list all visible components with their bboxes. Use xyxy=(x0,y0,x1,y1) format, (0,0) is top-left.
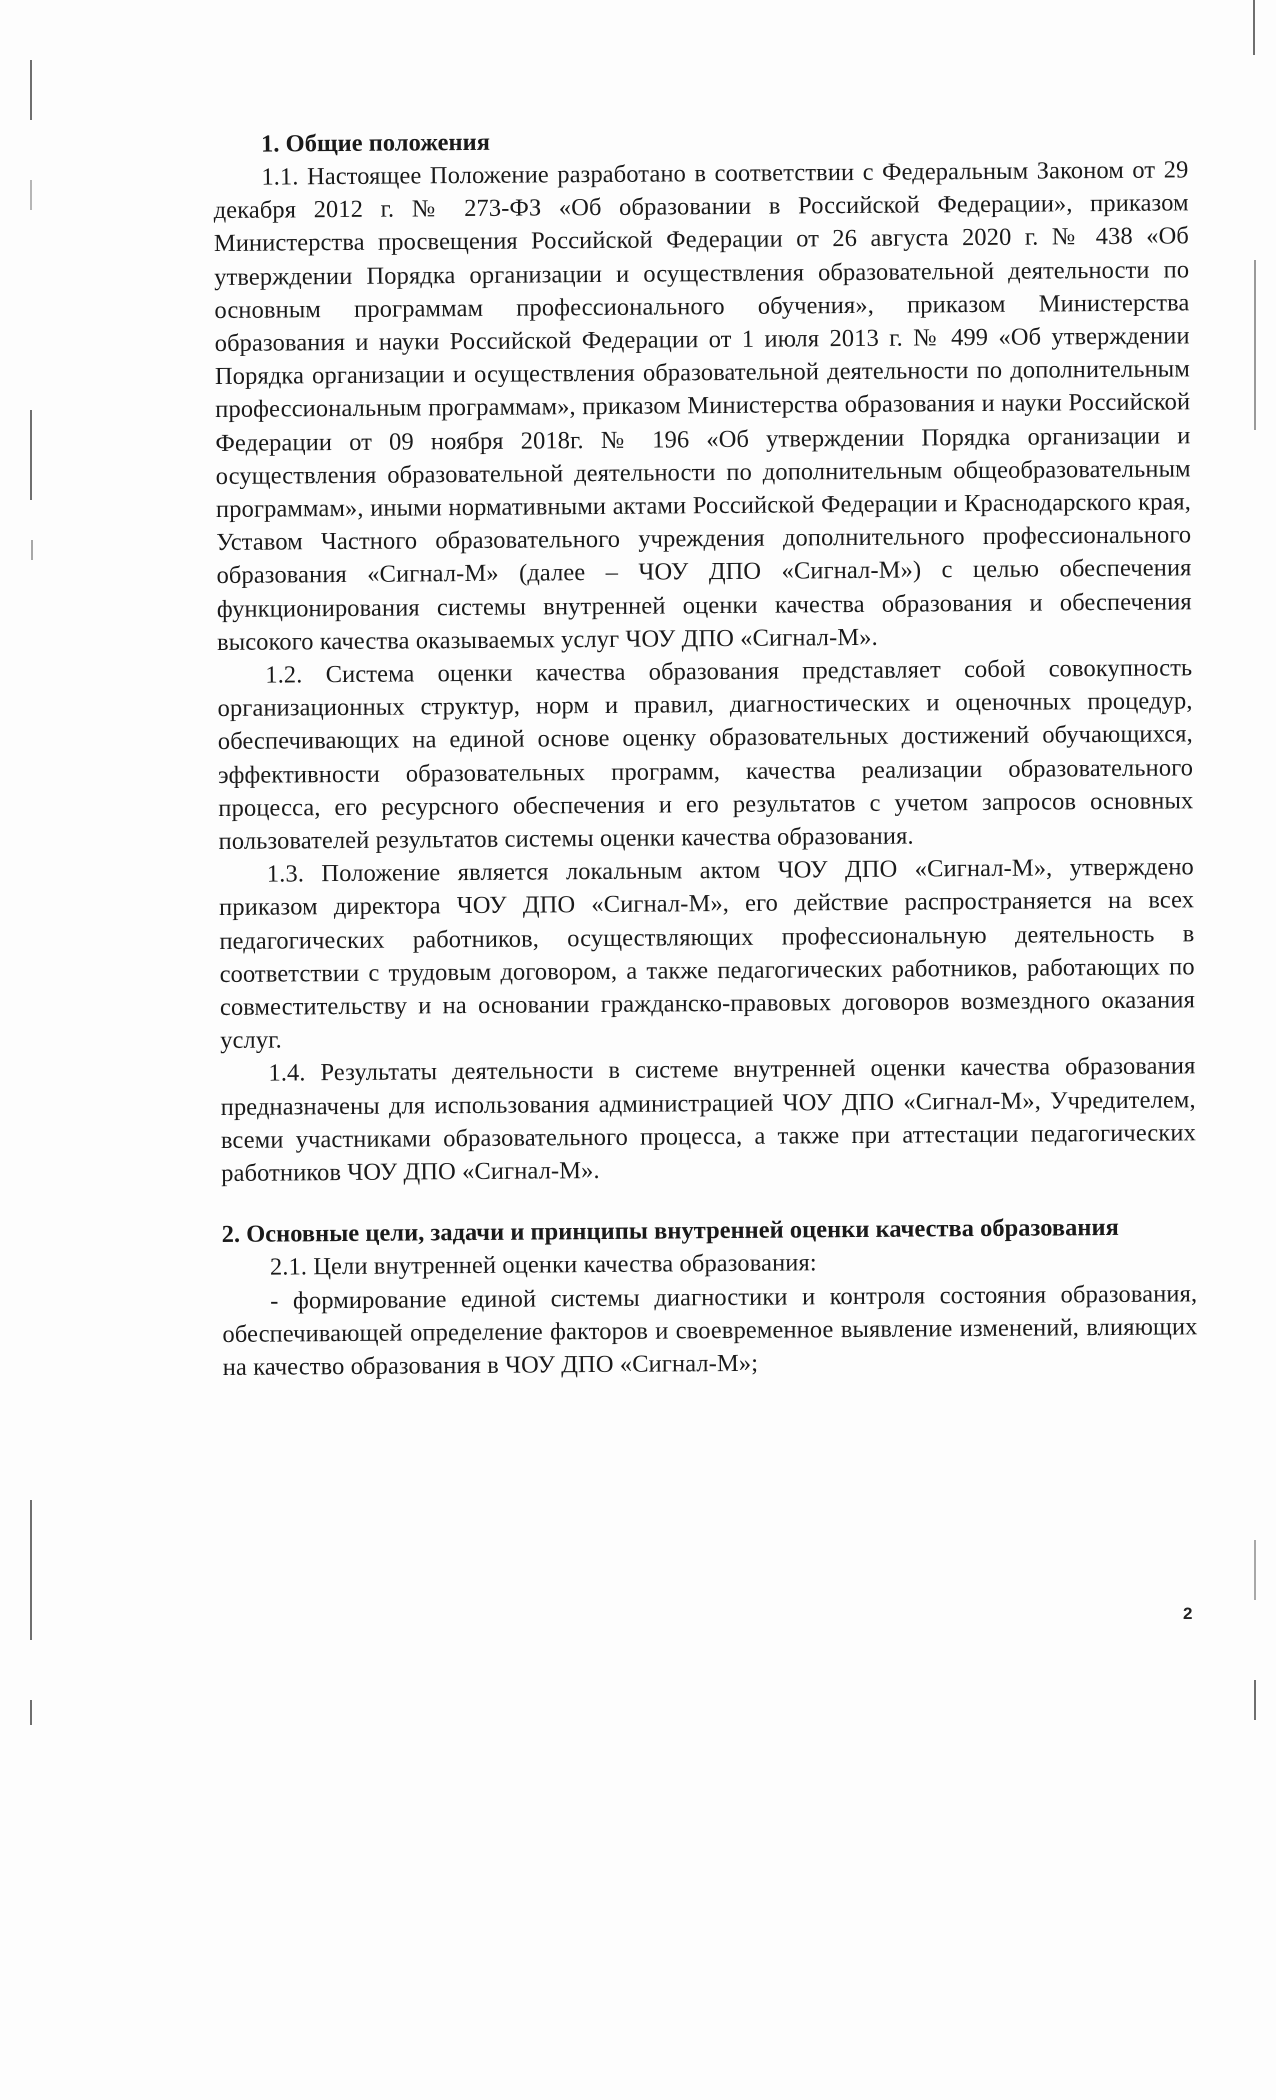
scan-edge-mark xyxy=(30,410,32,500)
paragraph-1-2: 1.2. Система оценки качества образования представляет собой совокупность организационных структур, норм и правил, диагностических и оценочных процедур, обеспечивающих на единой основе оценку образовательных достижений обучающихся, эффективности образовательных программ, качества реализации образовательного процесса, его ресурсного обеспечения и его результатов с учетом запросов основных пользователей результатов системы оценки качества образования. xyxy=(217,654,1194,856)
paragraph-2-1: 2.1. Цели внутренней оценки качества образования: xyxy=(269,1249,817,1281)
scan-edge-mark xyxy=(30,60,32,120)
paragraph-1-3: 1.3. Положение является локальным актом ЧОУ ДПО «Сигнал-М», утверждено приказом директора ЧОУ ДПО «Сигнал-М», его действие распространяется на всех педагогических работников, осуществляющих профессиональную деятельность в соответствии с трудовым договором, а также педагогических работников, работающих по совместительству и на основании гражданско-правовых договоров возмездного оказания услуг. xyxy=(219,853,1195,1055)
section-1-heading: 1. Общие положения xyxy=(261,128,491,158)
scan-edge-mark xyxy=(30,180,32,210)
paragraph-1-1: 1.1. Настоящее Положение разработано в соответствии с Федеральным Законом от 29 декабря 2012 г. № 273-ФЗ «Об образовании в Российской Федерации», приказом Министерства просвещения Российской Федерации от 26 августа 2020 г. № 438 «Об утверждении Порядка организации и осуществления образовательной деятельности по основным программам профессионального обучения», приказом Министерства образования и науки Российской Федерации от 1 июля 2013 г. № 499 «Об утверждении Порядка организации и осуществления образовательной деятельности по дополнительным профессиональным программам», приказом Министерства образования и науки Российской Федерации от 09 ноября 2018г. № 196 «Об утверждении Порядка организации и осуществления образовательной деятельности по дополнительным общеобразовательным программам», иными нормативными актами Российской Федерации и Краснодарского края, Уставом Частного образовательного учреждения дополнительного профессионального образования «Сигнал-М» (далее – ЧОУ ДПО «Сигнал-М») с целью обеспечения функционирования системы внутренней оценки качества образования и обеспечения высокого качества оказываемых услуг ЧОУ ДПО «Сигнал-М». xyxy=(213,156,1192,656)
page-number: 2 xyxy=(1183,1604,1193,1623)
scan-edge-mark xyxy=(1254,260,1256,430)
paragraph-2-1-item: - формирование единой системы диагностики и контроля состояния образования, обеспечивающей определение факторов и своевременное выявление изменений, влияющих на качество образования в ЧОУ ДПО «Сигнал-М»; xyxy=(222,1279,1198,1381)
scan-edge-mark xyxy=(1253,0,1255,55)
scan-edge-mark xyxy=(31,540,33,560)
scan-edge-mark xyxy=(1254,1680,1256,1720)
scan-edge-mark xyxy=(30,1700,32,1725)
document-body xyxy=(213,120,1198,1384)
paragraph-1-4: 1.4. Результаты деятельности в системе внутренней оценки качества образования предназначены для использования администрацией ЧОУ ДПО «Сигнал-М», Учредителем, всеми участниками образовательного процесса, а также при аттестации педагогических работников ЧОУ ДПО «Сигнал-М». xyxy=(220,1052,1197,1188)
section-2-heading: 2. Основные цели, задачи и принципы внутренней оценки качества образования xyxy=(221,1214,1119,1249)
scan-edge-mark xyxy=(1254,1540,1256,1600)
scan-edge-mark xyxy=(30,1500,32,1640)
